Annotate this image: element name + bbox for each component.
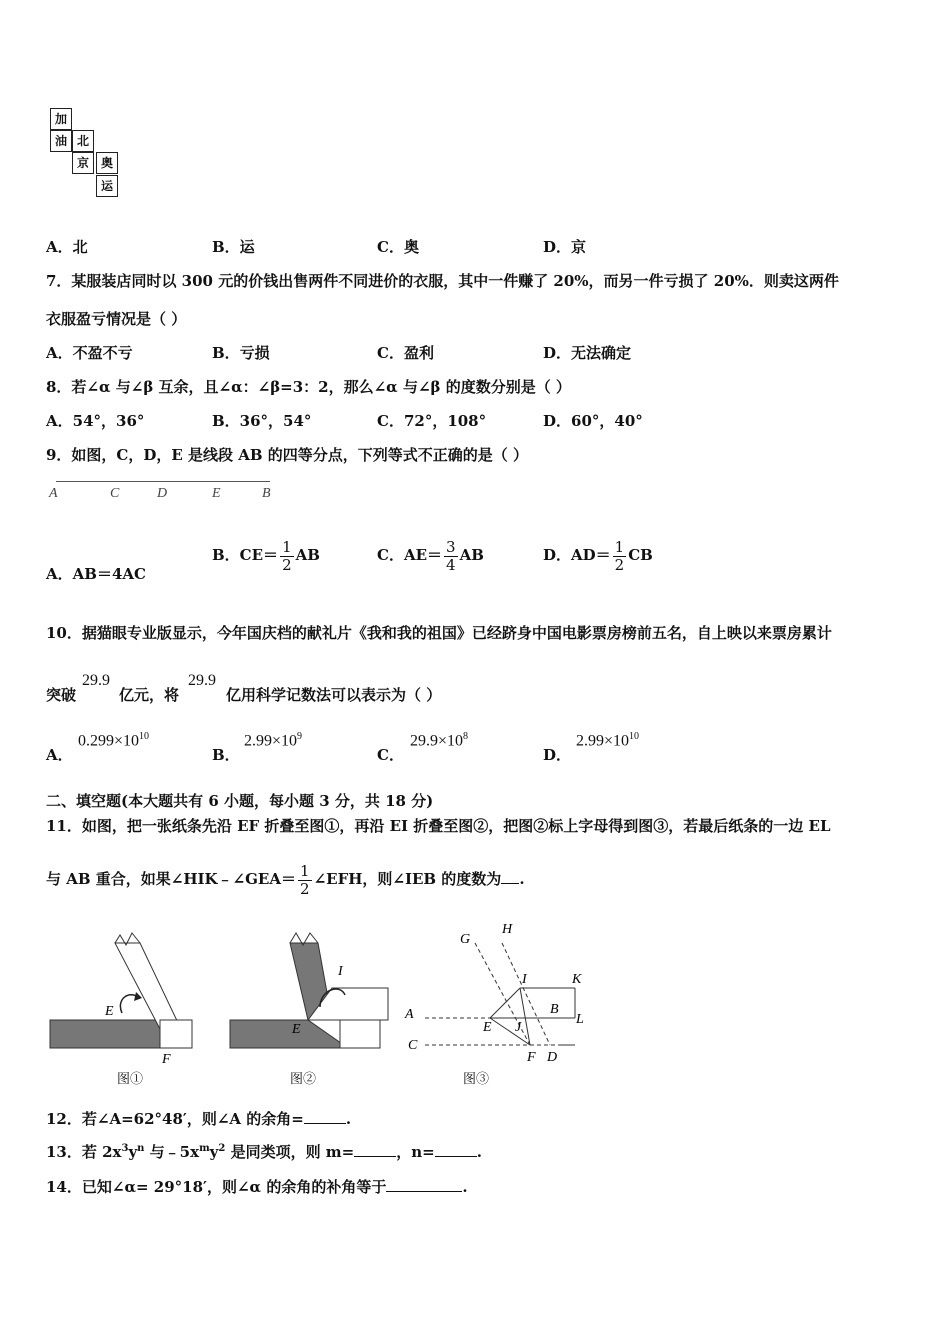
fig-label: C: [408, 1038, 418, 1053]
q9-option-c: C．AE＝ $\frac{3}{4}$ AB: [377, 538, 484, 574]
q10-stem-line1: 10．据猫眼专业版显示，今年国庆档的献礼片《我和我的祖国》已经跻身中国电影票房榜前五名，自上映以来票房累计: [46, 624, 832, 642]
q9-option-d: D．AD＝ $\frac{1}{2}$ CB: [543, 538, 653, 574]
fig-label: E: [292, 1022, 301, 1037]
fig-label: A: [405, 1007, 414, 1022]
q6-option-a: A．北: [46, 238, 88, 256]
q10-stem-line2-c: 亿用科学记数法可以表示为（ ）: [226, 686, 442, 704]
q11-stem-line2: 与 AB 重合，如果∠HIK﹣∠GEA＝ $\frac{1}{2}$ ∠EFH，则∠IEB 的度数为 .: [46, 862, 525, 898]
segment-line: [56, 481, 270, 482]
q7-option-d: D．无法确定: [543, 344, 632, 362]
q6-option-b: B．运: [212, 238, 255, 256]
q10-option-a-value: $0.299\times 10^{10}$: [78, 731, 150, 750]
fig-label: B: [550, 1002, 559, 1017]
q11-stem-line1: 11．如图，把一张纸条先沿 EF 折叠至图①，再沿 EI 折叠至图②，把图②标上字母得到图③，若最后纸条的一边 EL: [46, 817, 831, 835]
fig-label: I: [522, 972, 527, 987]
q8-option-a: A．54°，36°: [46, 412, 145, 430]
q13-stem: 13．若 $2x^3y^n$ 与$﹣5x^my^2$ 是同类项，则 m= ，n= .: [46, 1143, 482, 1161]
q6-option-d: D．京: [543, 238, 587, 256]
point-label: C: [110, 486, 120, 501]
point-label: E: [212, 486, 221, 501]
fig3: [404, 922, 584, 1065]
net-cell: 奥: [96, 152, 118, 174]
q7-option-a: A．不盈不亏: [46, 344, 133, 362]
fig-label: I: [338, 964, 343, 979]
q10-option-c-value: $29.9\times 10^8$: [410, 731, 469, 750]
q14-stem: 14．已知∠α= 29°18′，则∠α 的余角的补角等于 .: [46, 1178, 468, 1196]
q10-option-b-label: B．: [212, 746, 240, 764]
fig-label: G: [460, 932, 471, 947]
fig-caption: 图③: [463, 1071, 490, 1086]
q12-stem: 12．若∠A=62°48′，则∠A 的余角= .: [46, 1110, 352, 1128]
fig-label: K: [572, 972, 582, 987]
q6-option-c: C．奥: [377, 238, 419, 256]
fig-label: H: [502, 922, 513, 937]
fig-caption: 图②: [290, 1071, 317, 1086]
q8-option-d: D．60°，40°: [543, 412, 643, 430]
q11-figures: [40, 915, 610, 1090]
q10-option-a-label: A．: [46, 746, 73, 764]
net-cell: 加: [50, 108, 72, 130]
q10-option-d-value: $2.99\times 10^{10}$: [576, 731, 640, 750]
q7-stem-line1: 7．某服装店同时以 300 元的价钱出售两件不同进价的衣服，其中一件赚了 20%，而另一件亏损了 20%．则卖这两件: [46, 272, 839, 290]
q8-option-b: B．36°，54°: [212, 412, 312, 430]
net-cell: 京: [72, 152, 94, 174]
point-label: A: [49, 486, 58, 501]
q10-value: 29.9: [82, 672, 110, 689]
fig-label: F: [162, 1052, 171, 1067]
q7-option-c: C．盈利: [377, 344, 434, 362]
q10-option-b-value: $2.99\times 10^9$: [244, 731, 303, 750]
q7-option-b: B．亏损: [212, 344, 270, 362]
q10-value: 29.9: [188, 672, 216, 689]
q9-option-a: A．AB＝4AC: [46, 565, 146, 583]
q10-option-c-label: C．: [377, 746, 404, 764]
q10-option-d-label: D．: [543, 746, 572, 764]
fig1: [50, 933, 192, 1067]
fig-label: J: [515, 1020, 522, 1035]
net-cell: 运: [96, 175, 118, 197]
q8-stem: 8．若∠α 与∠β 互余，且∠α：∠β=3：2，那么∠α 与∠β 的度数分别是（ ）: [46, 378, 571, 396]
net-cell: 北: [72, 130, 94, 152]
fig-label: L: [576, 1012, 584, 1027]
fig2: [230, 933, 388, 1048]
point-label: B: [262, 486, 271, 501]
q8-option-c: C．72°，108°: [377, 412, 487, 430]
q10-stem-line2-a: 突破: [46, 686, 77, 704]
fig-caption: 图①: [117, 1071, 144, 1086]
fig-label: D: [547, 1050, 558, 1065]
net-cell: 油: [50, 130, 72, 152]
q9-option-b: B．CE＝ $\frac{1}{2}$ AB: [212, 538, 320, 574]
fig-label: F: [527, 1050, 536, 1065]
fig-label: E: [483, 1020, 492, 1035]
q10-stem-line2-b: 亿元，将: [119, 686, 180, 704]
q9-stem: 9．如图，C，D，E 是线段 AB 的四等分点，下列等式不正确的是（ ）: [46, 446, 529, 464]
section-heading: 二、填空题(本大题共有 6 小题，每小题 3 分，共 18 分): [46, 792, 434, 810]
q7-stem-line2: 衣服盈亏情况是（ ）: [46, 310, 187, 328]
fig-label: E: [105, 1004, 114, 1019]
point-label: D: [157, 486, 168, 501]
